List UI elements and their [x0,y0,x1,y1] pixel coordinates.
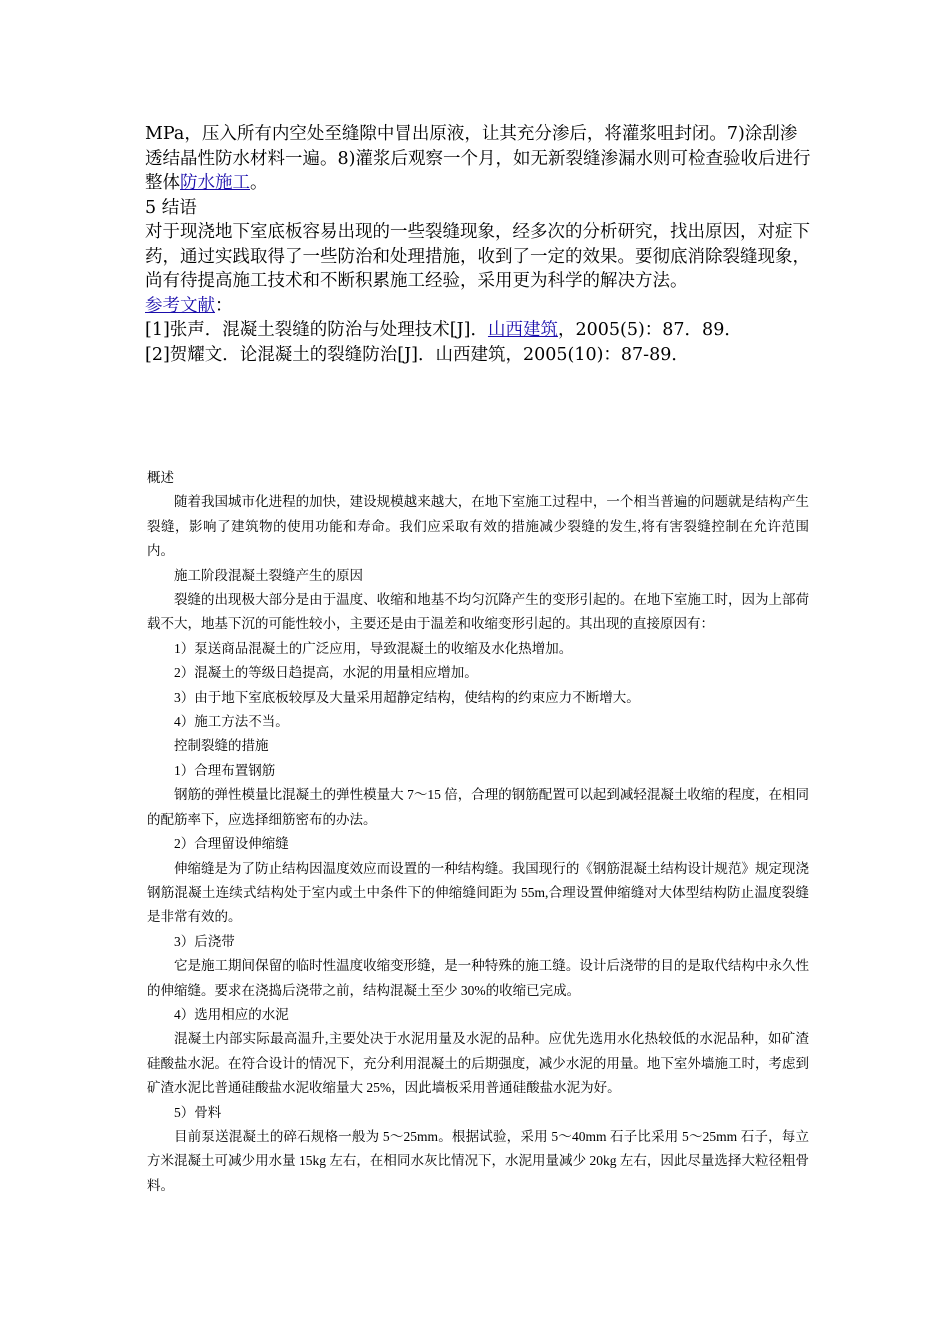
link-shanxi-architecture[interactable]: 山西建筑 [487,320,558,340]
measure-2-text: 伸缩缝是为了防止结构因温度效应而设置的一种结构缝。我国现行的《钢筋混凝土结构设计规范》规定现浇钢筋混凝土连续式结构处于室内或土中条件下的伸缩缝间距为 55m,合理设置伸缩缝对大体型结构防止温度裂缝是非常有效的。 [147,860,809,925]
reference-text: [1]张声．混凝土裂缝的防治与处理技术[J]． [145,320,488,340]
reference-item-1 [145,318,813,343]
link-waterproof-construction[interactable]: 防水施工 [180,173,250,193]
reference-text: ，2005(5)：87．89． [557,320,742,340]
paragraph-text: 。 [250,173,268,193]
measure-heading: 控制裂缝的措施 [174,738,269,754]
cause-heading: 施工阶段混凝土裂缝产生的原因 [174,567,363,583]
measure-1-text: 钢筋的弹性模量比混凝土的弹性模量大 7～15 倍，合理的钢筋配置可以起到减轻混凝土收缩的程度，在相同的配筋率下，应选择细筋密布的办法。 [147,787,809,827]
measure-1-title: 1）合理布置钢筋 [174,762,276,778]
lower-article [147,466,809,1198]
measure-3-title: 3）后浇带 [174,933,235,949]
link-references[interactable]: 参考文献 [145,295,215,316]
measure-5-text: 目前泵送混凝土的碎石规格一般为 5～25mm。根据试验，采用 5～40mm 石子比采用 5～25mm 石子，每立方米混凝土可减少用水量 15kg 左右，在相同水灰比情况下，水泥用量减少 20kg 左右，因此尽量选择大粒径粗骨料。 [147,1128,809,1193]
references-heading [145,294,813,319]
section-heading-conclusion: 5 结语 [145,197,197,218]
measure-4-text: 混凝土内部实际最高温升,主要处决于水泥用量及水泥的品种。应优先选用水化热较低的水泥品种，如矿渣硅酸盐水泥。在符合设计的情况下，充分利用混凝土的后期强度，减少水泥的用量。地下室外墙施工时，考虑到矿渣水泥比普通硅酸盐水泥收缩量大 25%，因此墙板采用普通硅酸盐水泥为好。 [147,1031,809,1096]
cause-item-1: 1）泵送商品混凝土的广泛应用，导致混凝土的收缩及水化热增加。 [174,640,573,656]
paragraph-grouting-end [145,122,813,196]
reference-item-2: [2]贺耀文．论混凝土的裂缝防治[J]．山西建筑，2005(10)：87-89． [145,344,689,365]
overview-title: 概述 [147,470,174,485]
paragraph-text: MPa，压入所有内空处至缝隙中冒出原液，让其充分渗后，将灌浆咀封闭。7)涂刮渗透结晶性防水材料一遍。8)灌浆后观察一个月，如无新裂缝渗漏水则可检查验收后进行整体 [145,124,811,193]
references-colon: ： [215,295,233,316]
paragraph-conclusion: 对于现浇地下室底板容易出现的一些裂缝现象，经多次的分析研究，找出原因，对症下药，通过实践取得了一些防治和处理措施，收到了一定的效果。要彻底消除裂缝现象，尚有待提高施工技术和不断积累施工经验，采用更为科学的解决方法。 [145,222,810,291]
measure-4-title: 4）选用相应的水泥 [174,1006,289,1022]
measure-3-text: 它是施工期间保留的临时性温度收缩变形缝，是一种特殊的施工缝。设计后浇带的目的是取代结构中永久性的伸缩缝。要求在浇捣后浇带之前，结构混凝土至少 30%的收缩已完成。 [147,958,809,998]
cause-item-2: 2）混凝土的等级日趋提高，水泥的用量相应增加。 [174,665,478,681]
overview-paragraph: 随着我国城市化进程的加快，建设规模越来越大，在地下室施工过程中，一个相当普遍的问题就是结构产生裂缝，影响了建筑物的使用功能和寿命。我们应采取有效的措施减少裂缝的发生,将有害裂缝控制在允许范围内。 [147,494,809,559]
cause-item-3: 3）由于地下室底板较厚及大量采用超静定结构，使结构的约束应力不断增大。 [174,689,640,705]
upper-article [145,122,813,367]
cause-item-4: 4）施工方法不当。 [174,714,289,730]
measure-5-title: 5）骨料 [174,1104,222,1120]
cause-paragraph: 裂缝的出现极大部分是由于温度、收缩和地基不均匀沉降产生的变形引起的。在地下室施工时，因为上部荷载不大，地基下沉的可能性较小，主要还是由于温差和收缩变形引起的。其出现的直接原因有： [147,592,809,632]
measure-2-title: 2）合理留设伸缩缝 [174,836,289,852]
